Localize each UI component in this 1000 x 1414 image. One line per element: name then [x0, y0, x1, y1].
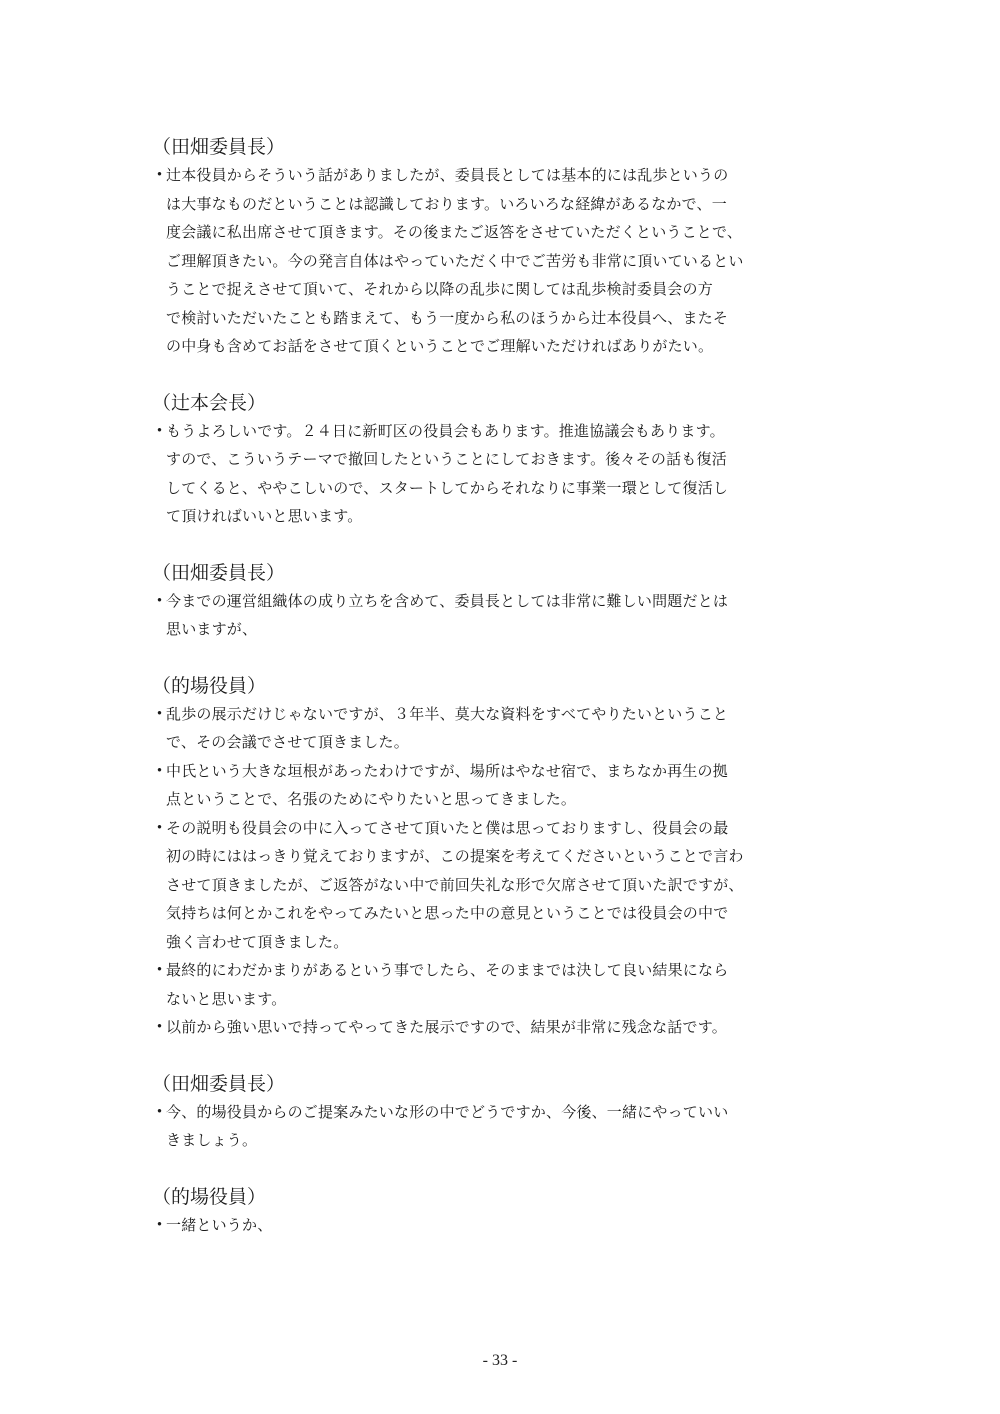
statement-line: で、その会議でさせて頂きました。: [166, 733, 409, 751]
bullet-mark: ・: [150, 1100, 170, 1123]
statement-line: 度会議に私出席させて頂きます。その後またご返答をさせていただくということで、: [166, 223, 743, 241]
statement-line: 思いますが、: [166, 620, 258, 638]
bullet-mark: ・: [150, 702, 170, 725]
statement-item: [148, 956, 868, 1013]
bullet-mark: ・: [150, 959, 170, 981]
statement-line: て頂ければいいと思います。: [166, 507, 363, 525]
bullet-mark: ・: [150, 759, 170, 782]
statement-line: すので、こういうテーマで撤回したということにしておきます。後々その話も復活: [166, 450, 727, 468]
statement-item: [148, 757, 868, 814]
speaker-label: （田畑委員長）: [152, 561, 286, 584]
statement-line: うことで捉えさせて頂いて、それから以降の乱歩に関しては乱歩検討委員会の方: [166, 280, 713, 298]
statement-line: その説明も役員会の中に入ってさせて頂いたと僕は思っておりますし、役員会の最: [166, 818, 729, 837]
speaker-label: （的場役員）: [152, 674, 267, 697]
statement-item: [148, 1098, 868, 1155]
speaker-label: （的場役員）: [152, 1185, 267, 1208]
statement-line: 最終的にわだかまりがあるという事でしたら、そのままでは決して良い結果になら: [166, 961, 729, 979]
statement-line: してくると、ややこしいので、スタートしてからそれなりに事業一環として復活し: [166, 478, 729, 497]
statement-line: は大事なものだということは認識しております。いろいろな経緯があるなかで、一: [166, 194, 727, 213]
statement-line: 気持ちは何とかこれをやってみたいと思った中の意見ということでは役員会の中で: [166, 904, 729, 922]
bullet-mark: ・: [150, 589, 170, 612]
page-number: - 33 -: [482, 1352, 518, 1369]
statement-line: 初の時にははっきり覚えておりますが、この提案を考えてくださいということで言わ: [166, 847, 744, 865]
bullet-mark: ・: [150, 1016, 170, 1038]
statement-item: [148, 814, 868, 957]
statement-item: [148, 1211, 868, 1240]
statement-line: の中身も含めてお話をさせて頂くということでご理解いただければありがたい。: [166, 337, 714, 355]
statement-line: 中氏という大きな垣根があったわけですが、場所はやなせ宿で、まちなか再生の拠: [166, 761, 728, 780]
bullet-mark: ・: [150, 1213, 170, 1236]
statement-item: [148, 417, 868, 531]
bullet-mark: ・: [150, 164, 170, 186]
statement-item: [148, 700, 868, 757]
speaker-label: （田畑委員長）: [152, 136, 286, 158]
bullet-mark: ・: [150, 419, 170, 442]
block-spacer: [148, 644, 868, 672]
statement-line: 辻本役員からそういう話がありましたが、委員長としては基本的には乱歩というの: [166, 166, 729, 184]
speaker-label: （辻本会長）: [152, 391, 267, 414]
statement-line: させて頂きましたが、ご返答がない中で前回失礼な形で欠席させて頂いた訳ですが、: [166, 875, 744, 894]
block-spacer: [148, 361, 868, 389]
statement-line: ないと思います。: [166, 989, 287, 1008]
statement-line: 乱歩の展示だけじゃないですが、３年半、莫大な資料をすべてやりたいということ: [166, 704, 729, 723]
statement-line: 以前から強い思いで持ってやってきた展示ですので、結果が非常に残念な話です。: [166, 1018, 727, 1036]
statement-line: 今までの運営組織体の成り立ちを含めて、委員長としては非常に難しい問題だとは: [166, 591, 729, 610]
statement-item: [148, 587, 868, 644]
statement-line: 今、的場役員からのご提案みたいな形の中でどうですか、今後、一緒にやっていい: [166, 1102, 729, 1121]
statement-line: 強く言わせて頂きました。: [166, 932, 349, 951]
statement-line: 点ということで、名張のためにやりたいと思ってきました。: [166, 790, 577, 808]
block-spacer: [148, 1042, 868, 1070]
bullet-mark: ・: [150, 816, 170, 839]
minutes-body: [148, 133, 868, 1239]
statement-line: 一緒というか、: [166, 1215, 273, 1234]
statement-line: きましょう。: [166, 1131, 258, 1149]
statement-item: [148, 161, 868, 361]
speaker-label: （田畑委員長）: [152, 1072, 286, 1095]
block-spacer: [148, 531, 868, 559]
block-spacer: [148, 1155, 868, 1183]
statement-line: で検討いただいたことも踏まえて、もう一度から私のほうから辻本役員へ、またそ: [166, 308, 729, 327]
statement-line: ご理解頂きたい。今の発言自体はやっていただく中でご苦労も非常に頂いているとい: [166, 251, 744, 270]
statement-item: [148, 1013, 868, 1042]
statement-line: もうよろしいです。２４日に新町区の役員会もあります。推進協議会もあります。: [166, 421, 725, 440]
